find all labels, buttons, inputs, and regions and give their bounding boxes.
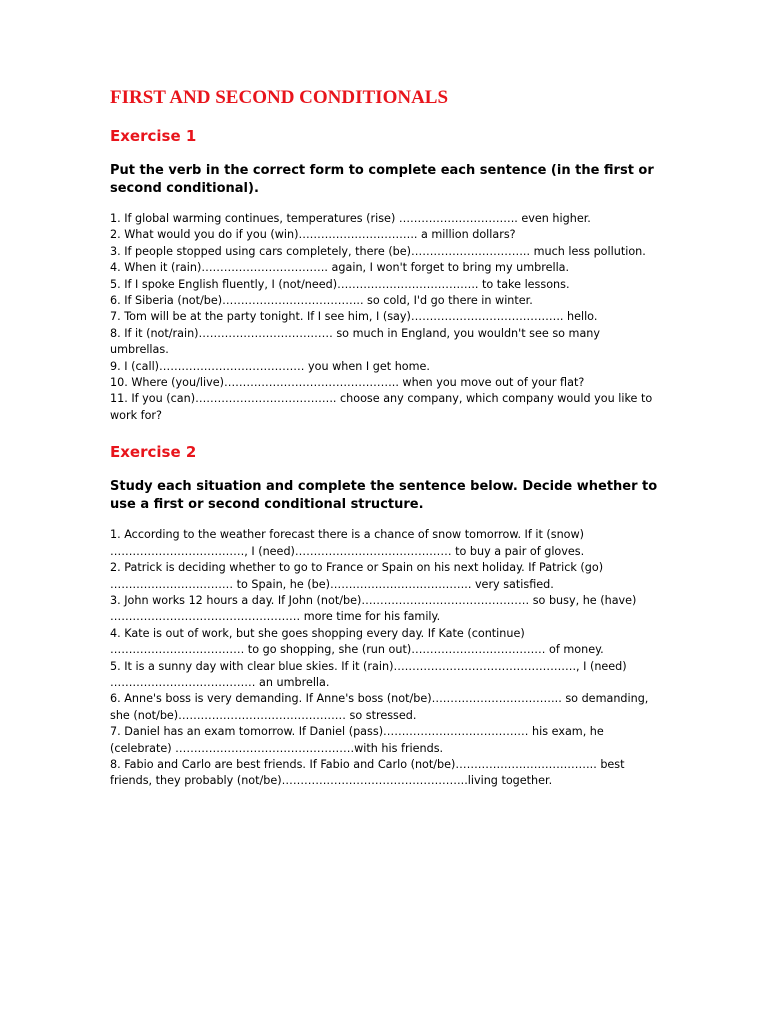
exercise-1-item-9: 9. I (call)………………………………… you when I get home. <box>110 359 430 373</box>
exercise-2-heading: Exercise 2 <box>110 443 197 462</box>
exercise-2-instruction: Study each situation and complete the sentence below. Decide whether to use a first or second conditional structure. <box>110 479 658 512</box>
exercise-1-section <box>110 126 658 424</box>
exercise-1-item-2: 2. What would you do if you (win)………………………….. a million dollars? <box>110 228 516 242</box>
exercise-1-item-6: 6. If Siberia (not/be)……………………………….. so cold, I'd go there in winter. <box>110 294 533 308</box>
exercise-1-item-1: 1. If global warming continues, temperatures (rise) ………………………….. even higher. <box>110 212 591 225</box>
exercise-2-item-6: 6. Anne's boss is very demanding. If Anne's boss (not/be)…………………………….. so demanding, she (not/be)……………………………………… so stressed. <box>110 692 649 722</box>
exercise-1-item-11: 11. If you (can)……………………………….. choose any company, which company would you like to work for? <box>110 392 653 422</box>
exercise-2-item-1: 1. According to the weather forecast there is a chance of snow tomorrow. If it (snow) ………………………………, I (need)…………………………………… to buy a pair of gloves. <box>110 528 585 558</box>
exercise-1-item-4: 4. When it (rain)……………………………. again, I won't forget to bring my umbrella. <box>110 261 570 275</box>
worksheet-page <box>110 86 658 790</box>
exercise-2-item-7: 7. Daniel has an exam tomorrow. If Daniel (pass)………………………………… his exam, he (celebrate) …………………………………………with his friends. <box>110 725 604 755</box>
exercise-2-section <box>110 442 658 790</box>
exercise-2-item-2: 2. Patrick is deciding whether to go to France or Spain on his next holiday. If Patrick (go) …………………………… to Spain, he (be)……………………………….. very satisfied. <box>110 561 604 591</box>
exercise-1-list <box>110 211 658 424</box>
exercise-2-item-4: 4. Kate is out of work, but she goes shopping every day. If Kate (continue) ……………………………… to go shopping, she (run out)……………………………… of money. <box>110 626 604 657</box>
exercise-1-item-5: 5. If I spoke English fluently, I (not/need)……………………………….. to take lessons. <box>110 277 570 291</box>
page-title: FIRST AND SECOND CONDITIONALS <box>110 87 449 108</box>
exercise-2-item-5: 5. It is a sunny day with clear blue skies. If it (rain)…………………………………………., I (need) ………………………………… an umbrella. <box>110 659 627 689</box>
exercise-1-item-8: 8. If it (not/rain)……………………………… so much in England, you wouldn't see so many umbrellas. <box>110 326 601 357</box>
exercise-2-item-8: 8. Fabio and Carlo are best friends. If Fabio and Carlo (not/be)……………………………….. best friends, they probably (not/be)…………………………………………..living together. <box>110 757 625 788</box>
exercise-1-item-7: 7. Tom will be at the party tonight. If I see him, I (say)………………………………….. hello. <box>110 310 598 324</box>
exercise-2-list <box>110 527 658 790</box>
exercise-1-item-3: 3. If people stopped using cars completely, there (be)………………………….. much less pollution. <box>110 244 646 258</box>
exercise-1-heading: Exercise 1 <box>110 127 197 145</box>
exercise-2-item-3: 3. John works 12 hours a day. If John (not/be)……………………………………… so busy, he (have) …………………………………………… more time for his family. <box>110 593 637 624</box>
exercise-1-instruction: Put the verb in the correct form to complete each sentence (in the first or second conditional). <box>110 163 654 196</box>
exercise-1-item-10: 10. Where (you/live)……………………………………….. when you move out of your flat? <box>110 376 585 390</box>
